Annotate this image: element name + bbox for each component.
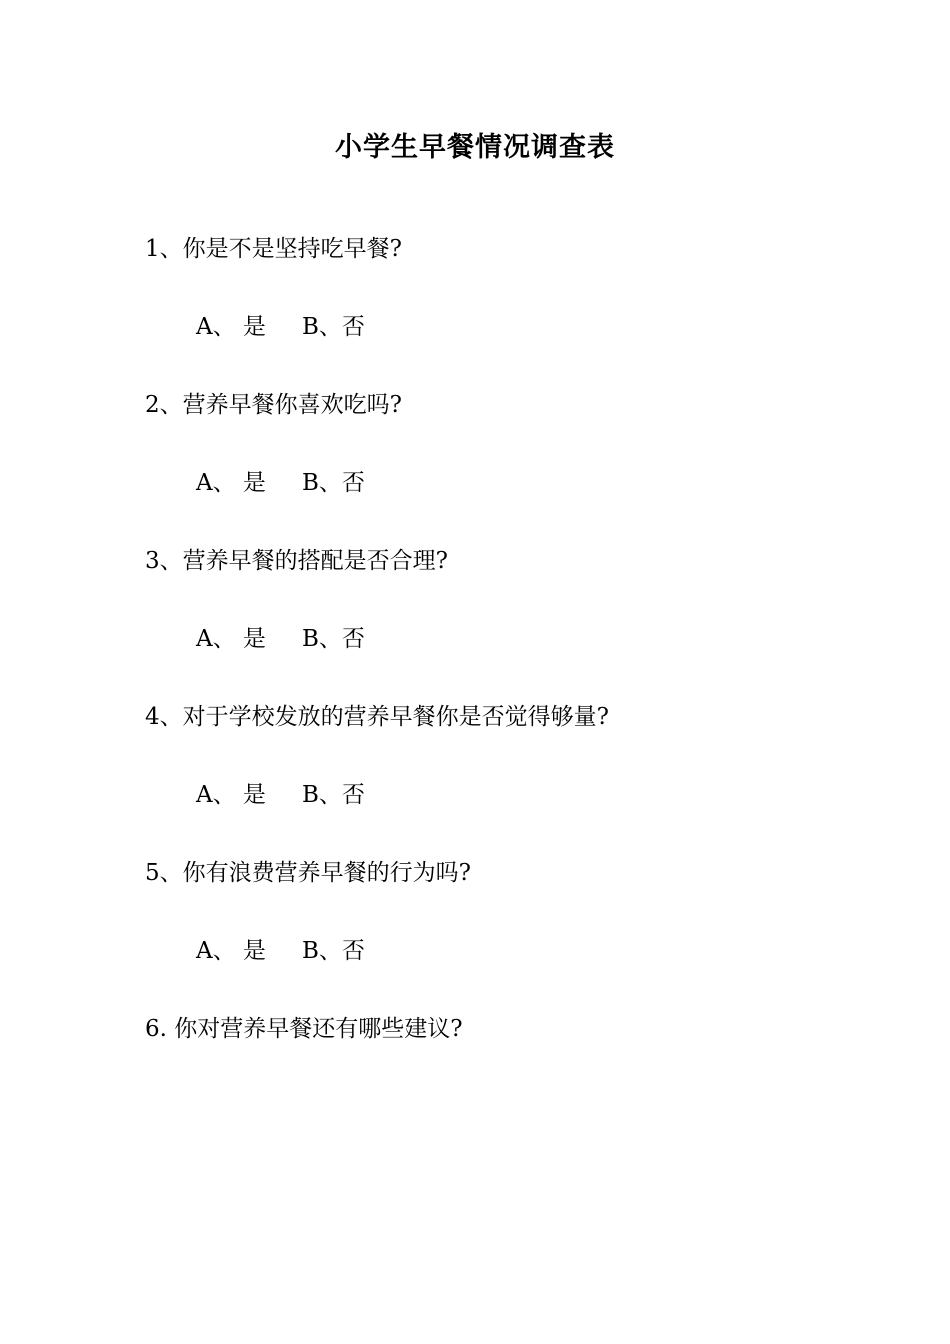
option-a: A、 是 (196, 470, 266, 496)
question-5: 5、你有浪费营养早餐的行为吗? (145, 860, 471, 886)
option-a: A、 是 (196, 782, 266, 808)
option-b: B、否 (302, 470, 365, 496)
question-2: 2、营养早餐你喜欢吃吗? (145, 392, 402, 418)
page-title: 小学生早餐情况调查表 (335, 132, 615, 163)
question-4: 4、对于学校发放的营养早餐你是否觉得够量? (145, 704, 609, 730)
option-b: B、否 (302, 782, 365, 808)
option-a: A、 是 (196, 626, 266, 652)
option-b: B、否 (302, 938, 365, 964)
question-1: 1、你是不是坚持吃早餐? (145, 236, 402, 262)
question-4-options (196, 778, 365, 812)
question-3: 3、营养早餐的搭配是否合理? (145, 548, 448, 574)
option-a: A、 是 (196, 314, 266, 340)
question-3-options (196, 622, 365, 656)
option-a: A、 是 (196, 938, 266, 964)
question-5-options (196, 934, 365, 968)
question-2-options (196, 466, 365, 500)
option-b: B、否 (302, 626, 365, 652)
question-1-options (196, 310, 365, 344)
option-b: B、否 (302, 314, 365, 340)
question-6: 6. 你对营养早餐还有哪些建议? (145, 1016, 463, 1042)
